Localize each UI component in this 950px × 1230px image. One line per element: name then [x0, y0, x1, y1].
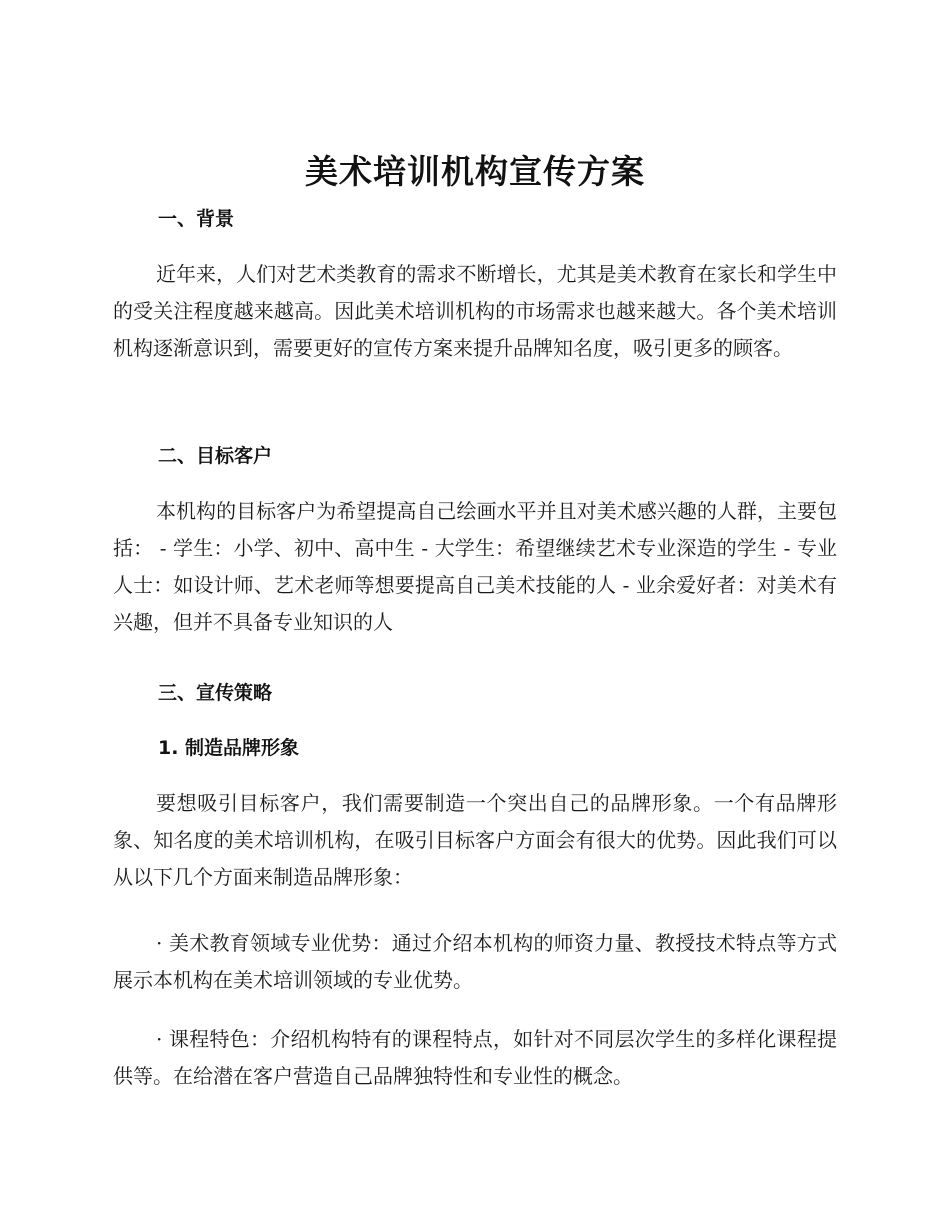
section-heading-target-customers: 二、目标客户: [158, 445, 273, 467]
bullet-item-professional-advantage: · 美术教育领域专业优势：通过介绍本机构的师资力量、教授技术特点等方式展示本机构在美术培训领域的专业优势。: [113, 931, 837, 992]
subsection-heading-brand-image: 1. 制造品牌形象: [158, 737, 300, 759]
section-heading-background: 一、背景: [158, 208, 235, 230]
bullet-item-course-features: · 课程特色：介绍机构特有的课程特点，如针对不同层次学生的多样化课程提供等。在给潜在客户营造自己品牌独特性和专业性的概念。: [113, 1027, 837, 1088]
subsection-paragraph-brand-image: 要想吸引目标客户，我们需要制造一个突出自己的品牌形象。一个有品牌形象、知名度的美术培训机构，在吸引目标客户方面会有很大的优势。因此我们可以从以下几个方面来制造品牌形象：: [113, 791, 837, 889]
document-title: 美术培训机构宣传方案: [305, 152, 645, 191]
section-paragraph-target-customers: 本机构的目标客户为希望提高自己绘画水平并且对美术感兴趣的人群，主要包括： - 学生：小学、初中、高中生 - 大学生：希望继续艺术专业深造的学生 - 专业人士：如设计师、艺术老师等想要提高自己美术技能的人 - 业余爱好者：对美术有兴趣，但并不具备专业知识的人: [113, 499, 837, 634]
section-paragraph-background: 近年来，人们对艺术类教育的需求不断增长，尤其是美术教育在家长和学生中的受关注程度越来越高。因此美术培训机构的市场需求也越来越大。各个美术培训机构逐渐意识到，需要更好的宣传方案来提升品牌知名度，吸引更多的顾客。: [113, 262, 837, 360]
section-heading-promotion-strategy: 三、宣传策略: [158, 682, 273, 704]
